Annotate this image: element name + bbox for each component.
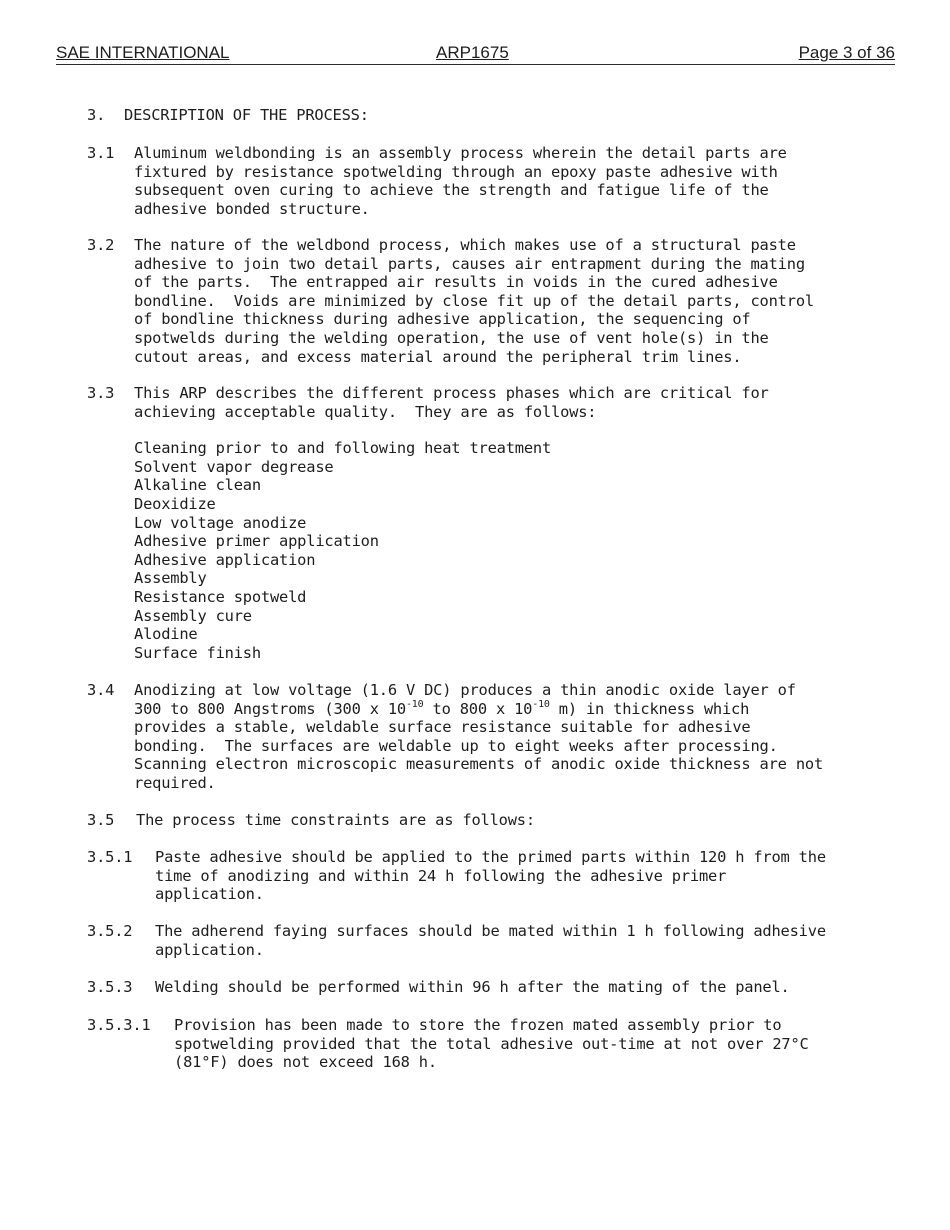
paragraph-number: 3.2 <box>87 236 115 254</box>
text-line: The nature of the weldbond process, which makes use of a structural paste <box>134 236 796 254</box>
paragraph-body <box>134 384 877 421</box>
paragraph-number: 3.1 <box>87 144 115 162</box>
list-item: Assembly cure <box>134 606 252 625</box>
header-document-number: ARP1675 <box>436 43 509 62</box>
text-line: Anodizing at low voltage (1.6 V DC) produces a thin anodic oxide layer of <box>134 681 796 699</box>
text-line: fixtured by resistance spotwelding through an epoxy paste adhesive with <box>134 162 778 181</box>
text-line: time of anodizing and within 24 h following the adhesive primer <box>155 866 727 885</box>
text-line: cutout areas, and excess material around the peripheral trim lines. <box>134 347 742 366</box>
text-segment: m) in thickness which <box>549 699 750 718</box>
header-page-number: Page 3 of 36 <box>798 43 895 62</box>
exponent: -10 <box>405 698 424 710</box>
text-line: bondline. Voids are minimized by close fit up of the detail parts, control <box>134 291 814 310</box>
exponent: -10 <box>532 698 550 710</box>
list-item: Deoxidize <box>134 494 216 513</box>
paragraph-3-5-1 <box>87 848 877 904</box>
text-line: Scanning electron microscopic measurements of anodic oxide thickness are not <box>134 755 824 774</box>
paragraph-body <box>155 978 877 997</box>
list-item: Alkaline clean <box>134 476 261 495</box>
text-line: bonding. The surfaces are weldable up to eight weeks after processing. <box>134 736 778 755</box>
header-organization: SAE INTERNATIONAL <box>56 43 230 62</box>
text-line: application. <box>155 940 264 959</box>
list-item: Low voltage anodize <box>134 513 307 532</box>
paragraph-number: 3.5.3.1 <box>87 1016 151 1034</box>
text-line: This ARP describes the different process phases which are critical for <box>134 384 769 402</box>
process-phase-list <box>134 439 877 662</box>
paragraph-number: 3.5.2 <box>87 922 133 940</box>
text-line: application. <box>155 885 264 904</box>
paragraph-body <box>155 922 877 959</box>
text-line: adhesive bonded structure. <box>134 199 370 218</box>
text-line: adhesive to join two detail parts, causes air entrapment during the mating <box>134 254 805 273</box>
paragraph-number: 3.5.1 <box>87 848 133 866</box>
paragraph-body <box>155 848 877 904</box>
paragraph-3-5-3-1 <box>87 1016 877 1072</box>
paragraph-3-5 <box>87 811 877 830</box>
text-line-with-exponents <box>134 700 877 719</box>
text-line: Welding should be performed within 96 h after the mating of the panel. <box>155 978 790 996</box>
list-item: Assembly <box>134 569 207 588</box>
list-item: Cleaning prior to and following heat treatment <box>134 439 552 458</box>
list-item: Solvent vapor degrease <box>134 457 334 476</box>
section-number: 3. <box>87 106 106 124</box>
text-line: achieving acceptable quality. They are as follows: <box>134 402 597 421</box>
text-line: of the parts. The entrapped air results in voids in the cured adhesive <box>134 273 778 292</box>
text-line: subsequent oven curing to achieve the strength and fatigue life of the <box>134 181 769 200</box>
paragraph-body <box>134 681 877 793</box>
text-line: Paste adhesive should be applied to the primed parts within 120 h from the <box>155 848 826 866</box>
paragraph-body <box>136 811 877 830</box>
text-segment: 300 to 800 Angstroms (300 x 10 <box>134 699 406 718</box>
text-line: required. <box>134 773 216 792</box>
paragraph-number: 3.5.3 <box>87 978 133 996</box>
paragraph-3-5-3 <box>87 978 877 997</box>
paragraph-3-3 <box>87 384 877 662</box>
text-line: Provision has been made to store the frozen mated assembly prior to <box>174 1016 782 1034</box>
list-item: Surface finish <box>134 643 261 662</box>
text-line: spotwelding provided that the total adhesive out-time at not over 27°C <box>174 1034 809 1053</box>
paragraph-number: 3.3 <box>87 384 115 402</box>
text-line: (81°F) does not exceed 168 h. <box>174 1053 437 1072</box>
page-header <box>56 42 895 65</box>
text-segment: to 800 x 10 <box>423 699 533 718</box>
list-item: Alodine <box>134 625 198 644</box>
text-line: The adherend faying surfaces should be mated within 1 h following adhesive <box>155 922 826 940</box>
section-title: DESCRIPTION OF THE PROCESS: <box>124 106 369 124</box>
text-line: of bondline thickness during adhesive application, the sequencing of <box>134 310 751 329</box>
paragraph-3-5-2 <box>87 922 877 959</box>
paragraph-body <box>174 1016 877 1072</box>
text-line: Aluminum weldbonding is an assembly process wherein the detail parts are <box>134 144 787 162</box>
list-item: Resistance spotweld <box>134 587 307 606</box>
paragraph-number: 3.5 <box>87 811 115 829</box>
paragraph-3-4 <box>87 681 877 793</box>
text-line: The process time constraints are as follows: <box>136 811 535 829</box>
paragraph-3-1 <box>87 144 877 218</box>
text-line: spotwelds during the welding operation, the use of vent hole(s) in the <box>134 328 769 347</box>
paragraph-body <box>134 144 877 218</box>
paragraph-number: 3.4 <box>87 681 115 699</box>
paragraph-body <box>134 236 877 366</box>
list-item: Adhesive primer application <box>134 532 379 551</box>
paragraph-3-2 <box>87 236 877 366</box>
text-line: provides a stable, weldable surface resistance suitable for adhesive <box>134 718 751 737</box>
list-item: Adhesive application <box>134 550 316 569</box>
